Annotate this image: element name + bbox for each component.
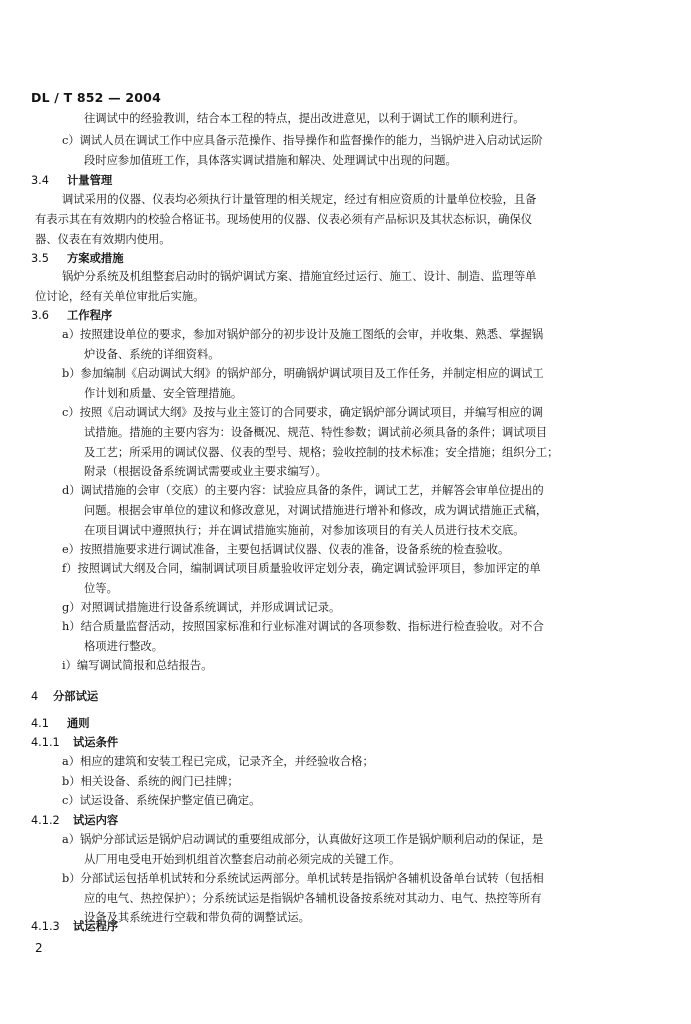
section-title: 计量管理 bbox=[67, 174, 113, 187]
section-title: 分部试运 bbox=[53, 690, 99, 703]
section-heading-3-5 bbox=[31, 251, 124, 267]
list-item-c: c）调试人员在调试工作中应具备示范操作、指导操作和监督操作的能力，当锅炉进入启动试运阶 bbox=[62, 134, 543, 147]
paragraph-line: 从厂用电受电开始到机组首次整套启动前必须完成的关键工作。 bbox=[84, 853, 401, 866]
standard-code-header: DL / T 852 — 2004 bbox=[31, 90, 161, 105]
list-item-f: f）按照调试大纲及合同，编制调试项目质量验收评定划分表，确定调试验评项目，参加评定的单 bbox=[62, 562, 541, 575]
section-number: 4.1.3 bbox=[31, 920, 60, 933]
paragraph-line: 问题。根据会审单位的建议和修改意见，对调试措施进行增补和修改，成为调试措施正式稿， bbox=[84, 504, 548, 517]
section-title: 通则 bbox=[67, 717, 90, 730]
page-number: 2 bbox=[35, 941, 43, 955]
section-number: 3.6 bbox=[31, 309, 49, 322]
paragraph-line: 试措施。措施的主要内容为：设备概况、规范、特性参数；调试前必须具备的条件；调试项目 bbox=[84, 426, 548, 439]
paragraph-line: 设备及其系统进行空载和带负荷的调整试运。 bbox=[84, 911, 310, 924]
section-number: 3.5 bbox=[31, 252, 49, 265]
chapter-heading-4 bbox=[31, 689, 98, 705]
paragraph-line: 应的电气、热控保护）；分系统试运是指锅炉各辅机设备按系统对其动力、电气、热控等所有 bbox=[84, 892, 542, 905]
section-title: 试运条件 bbox=[73, 736, 119, 749]
section-heading-3-6 bbox=[31, 308, 112, 324]
section-heading-4-1-2 bbox=[31, 813, 118, 829]
paragraph-line: 附录（根据设备系统调试需要或业主要求编写）。 bbox=[84, 465, 327, 478]
section-title: 试运内容 bbox=[73, 814, 119, 827]
paragraph-line: 往调试中的经验教训，结合本工程的特点，提出改进意见，以利于调试工作的顺利进行。 bbox=[84, 112, 525, 125]
list-item-a: a）按照建设单位的要求，参加对锅炉部分的初步设计及施工图纸的会审，并收集、熟悉、掌握锅 bbox=[62, 328, 544, 341]
paragraph-line: 段时应参加值班工作，具体落实调试措施和解决、处理调试中出现的问题。 bbox=[84, 154, 457, 167]
list-item-h: h）结合质量监督活动，按照国家标准和行业标准对调试的各项参数、指标进行检查验收。对不合 bbox=[62, 620, 544, 633]
paragraph-line: 在项目调试中遵照执行；并在调试措施实施前，对参加该项目的有关人员进行技术交底。 bbox=[84, 524, 525, 537]
paragraph-line: 位等。 bbox=[84, 582, 118, 595]
section-heading-4-1 bbox=[31, 716, 90, 732]
list-item-d: d）调试措施的会审（交底）的主要内容：试验应具备的条件，调试工艺，并解答会审单位提出的 bbox=[62, 484, 544, 497]
section-number: 4.1.2 bbox=[31, 814, 60, 827]
paragraph-line: 炉设备、系统的详细资料。 bbox=[84, 348, 220, 361]
section-heading-4-1-1 bbox=[31, 735, 118, 751]
section-title: 试运程序 bbox=[73, 920, 119, 933]
list-item-g: g）对照调试措施进行设备系统调试，并形成调试记录。 bbox=[62, 601, 341, 614]
list-item-a: a）相应的建筑和安装工程已完成，记录齐全，并经验收合格； bbox=[62, 755, 374, 768]
list-item-c: c）试运设备、系统保护整定值已确定。 bbox=[62, 794, 261, 807]
paragraph-line: 器、仪表在有效期内使用。 bbox=[35, 233, 171, 246]
section-number: 3.4 bbox=[31, 174, 49, 187]
section-heading-3-4 bbox=[31, 173, 112, 189]
paragraph-line: 位讨论，经有关单位审批后实施。 bbox=[35, 290, 205, 303]
section-title: 工作程序 bbox=[67, 309, 113, 322]
paragraph-line: 锅炉分系统及机组整套启动时的锅炉调试方案、措施宜经过运行、施工、设计、制造、监理等单 bbox=[62, 270, 537, 283]
list-item-c: c）按照《启动调试大纲》及按与业主签订的合同要求，确定锅炉部分调试项目，并编写相应的调 bbox=[62, 406, 543, 419]
section-number: 4.1 bbox=[31, 717, 49, 730]
list-item-b: b）相关设备、系统的阀门已挂牌； bbox=[62, 775, 239, 788]
section-title: 方案或措施 bbox=[67, 252, 124, 265]
paragraph-line: 调试采用的仪器、仪表均必须执行计量管理的相关规定，经过有相应资质的计量单位校验，且备 bbox=[62, 193, 537, 206]
list-item-e: e）按照措施要求进行调试准备，主要包括调试仪器、仪表的准备，设备系统的检查验收。 bbox=[62, 543, 510, 556]
list-item-b: b）参加编制《启动调试大纲》的锅炉部分，明确锅炉调试项目及工作任务，并制定相应的调试工 bbox=[62, 367, 544, 380]
section-heading-4-1-3 bbox=[31, 919, 118, 935]
paragraph-line: 有表示其在有效期内的校验合格证书。现场使用的仪器、仪表必须有产品标识及其状态标识，确保仪 bbox=[35, 213, 533, 226]
list-item-b: b）分部试运包括单机试转和分系统试运两部分。单机试转是指锅炉各辅机设备单台试转（包括相 bbox=[62, 872, 544, 885]
section-number: 4.1.1 bbox=[31, 736, 60, 749]
paragraph-line: 作计划和质量、安全管理措施。 bbox=[84, 387, 243, 400]
list-item-a: a）锅炉分部试运是锅炉启动调试的重要组成部分，认真做好这项工作是锅炉顺利启动的保证，是 bbox=[62, 833, 544, 846]
paragraph-line: 格项进行整改。 bbox=[84, 640, 164, 653]
paragraph-line: 及工艺；所采用的调试仪器、仪表的型号、规格；验收控制的技术标准；安全措施；组织分工； bbox=[84, 446, 559, 459]
list-item-i: i）编写调试简报和总结报告。 bbox=[62, 659, 213, 672]
section-number: 4 bbox=[31, 690, 39, 703]
